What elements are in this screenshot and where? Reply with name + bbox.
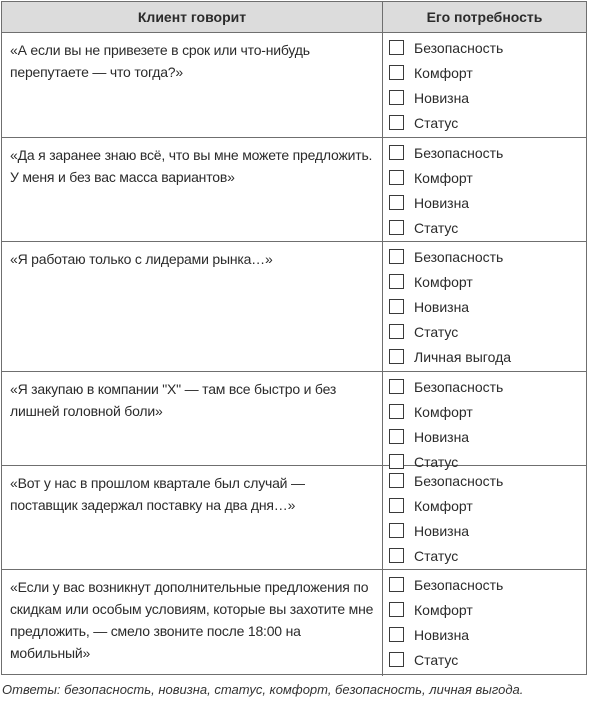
need-options bbox=[383, 33, 586, 137]
need-option[interactable] bbox=[383, 319, 586, 344]
table-row bbox=[2, 138, 586, 242]
table-body bbox=[2, 33, 586, 676]
need-options bbox=[383, 138, 586, 241]
option-label: Личная выгода bbox=[414, 348, 512, 365]
checkbox[interactable] bbox=[389, 274, 404, 289]
option-label: Комфорт bbox=[414, 64, 473, 81]
checkbox[interactable] bbox=[389, 324, 404, 339]
checkbox[interactable] bbox=[389, 195, 404, 210]
checkbox[interactable] bbox=[389, 473, 404, 488]
need-option[interactable] bbox=[383, 572, 586, 597]
checkbox[interactable] bbox=[389, 299, 404, 314]
header-need: Его потребность bbox=[426, 9, 543, 25]
table-row bbox=[2, 570, 586, 676]
option-label: Комфорт bbox=[414, 169, 473, 186]
client-quote: «Да я заранее знаю всё, что вы мне можете предложить. У меня и без вас масса вариантов» bbox=[2, 138, 383, 241]
need-options bbox=[383, 466, 586, 569]
client-quote: «Я работаю только с лидерами рынка…» bbox=[2, 242, 383, 371]
table-row bbox=[2, 372, 586, 470]
checkbox[interactable] bbox=[389, 145, 404, 160]
option-label: Новизна bbox=[414, 298, 470, 315]
need-option[interactable] bbox=[383, 244, 586, 269]
option-label: Комфорт bbox=[414, 273, 473, 290]
checkbox[interactable] bbox=[389, 652, 404, 667]
need-option[interactable] bbox=[383, 493, 586, 518]
checkbox[interactable] bbox=[389, 379, 404, 394]
option-label: Статус bbox=[414, 453, 459, 470]
option-label: Комфорт bbox=[414, 601, 473, 618]
need-option[interactable] bbox=[383, 597, 586, 622]
checkbox[interactable] bbox=[389, 65, 404, 80]
option-label: Статус bbox=[414, 547, 459, 564]
option-label: Новизна bbox=[414, 89, 470, 106]
need-option[interactable] bbox=[383, 374, 586, 399]
need-option[interactable] bbox=[383, 60, 586, 85]
need-option[interactable] bbox=[383, 85, 586, 110]
option-label: Комфорт bbox=[414, 403, 473, 420]
checkbox[interactable] bbox=[389, 577, 404, 592]
option-label: Безопасность bbox=[414, 576, 504, 593]
option-label: Статус bbox=[414, 114, 459, 131]
client-quote: «А если вы не привезете в срок или что-нибудь перепутаете — что тогда?» bbox=[2, 33, 383, 137]
need-option[interactable] bbox=[383, 468, 586, 493]
option-label: Безопасность bbox=[414, 472, 504, 489]
need-option[interactable] bbox=[383, 140, 586, 165]
table-row bbox=[2, 242, 586, 372]
option-label: Новизна bbox=[414, 194, 470, 211]
need-option[interactable] bbox=[383, 110, 586, 135]
client-quote: «Если у вас возникнут дополнительные предложения по скидкам или особым условиям, которые вы захотите мне предложить, — смело звоните после 18:00 на мобильный» bbox=[2, 570, 383, 676]
checkbox[interactable] bbox=[389, 602, 404, 617]
need-option[interactable] bbox=[383, 190, 586, 215]
answers-footnote: Ответы: безопасность, новизна, статус, комфорт, безопасность, личная выгода. bbox=[2, 682, 524, 697]
option-label: Безопасность bbox=[414, 144, 504, 161]
option-label: Безопасность bbox=[414, 378, 504, 395]
checkbox[interactable] bbox=[389, 115, 404, 130]
option-label: Новизна bbox=[414, 626, 470, 643]
table-row bbox=[2, 466, 586, 570]
need-option[interactable] bbox=[383, 647, 586, 672]
option-label: Статус bbox=[414, 219, 459, 236]
need-option[interactable] bbox=[383, 294, 586, 319]
need-option[interactable] bbox=[383, 424, 586, 449]
client-quote: «Вот у нас в прошлом квартале был случай — поставщик задержал поставку на два дня…» bbox=[2, 466, 383, 569]
header-client-says: Клиент говорит bbox=[2, 2, 383, 32]
table-header bbox=[2, 2, 586, 33]
checkbox[interactable] bbox=[389, 220, 404, 235]
option-label: Новизна bbox=[414, 522, 470, 539]
checkbox[interactable] bbox=[389, 40, 404, 55]
option-label: Безопасность bbox=[414, 39, 504, 56]
option-label: Статус bbox=[414, 651, 459, 668]
need-option[interactable] bbox=[383, 215, 586, 240]
checkbox[interactable] bbox=[389, 548, 404, 563]
needs-table bbox=[1, 1, 587, 675]
need-option[interactable] bbox=[383, 543, 586, 568]
option-label: Безопасность bbox=[414, 248, 504, 265]
option-label: Статус bbox=[414, 323, 459, 340]
option-label: Комфорт bbox=[414, 497, 473, 514]
checkbox[interactable] bbox=[389, 349, 404, 364]
need-option[interactable] bbox=[383, 269, 586, 294]
checkbox[interactable] bbox=[389, 249, 404, 264]
need-option[interactable] bbox=[383, 35, 586, 60]
need-options bbox=[383, 570, 586, 676]
need-option[interactable] bbox=[383, 622, 586, 647]
client-quote: «Я закупаю в компании "Х" — там все быстро и без лишней головной боли» bbox=[2, 372, 383, 465]
need-options bbox=[383, 372, 586, 470]
checkbox[interactable] bbox=[389, 523, 404, 538]
checkbox[interactable] bbox=[389, 627, 404, 642]
need-options bbox=[383, 242, 586, 371]
need-option[interactable] bbox=[383, 165, 586, 190]
need-option[interactable] bbox=[383, 344, 586, 369]
checkbox[interactable] bbox=[389, 170, 404, 185]
checkbox[interactable] bbox=[389, 90, 404, 105]
checkbox[interactable] bbox=[389, 404, 404, 419]
checkbox[interactable] bbox=[389, 498, 404, 513]
table-row bbox=[2, 33, 586, 138]
need-option[interactable] bbox=[383, 518, 586, 543]
checkbox[interactable] bbox=[389, 429, 404, 444]
option-label: Новизна bbox=[414, 428, 470, 445]
need-option[interactable] bbox=[383, 399, 586, 424]
